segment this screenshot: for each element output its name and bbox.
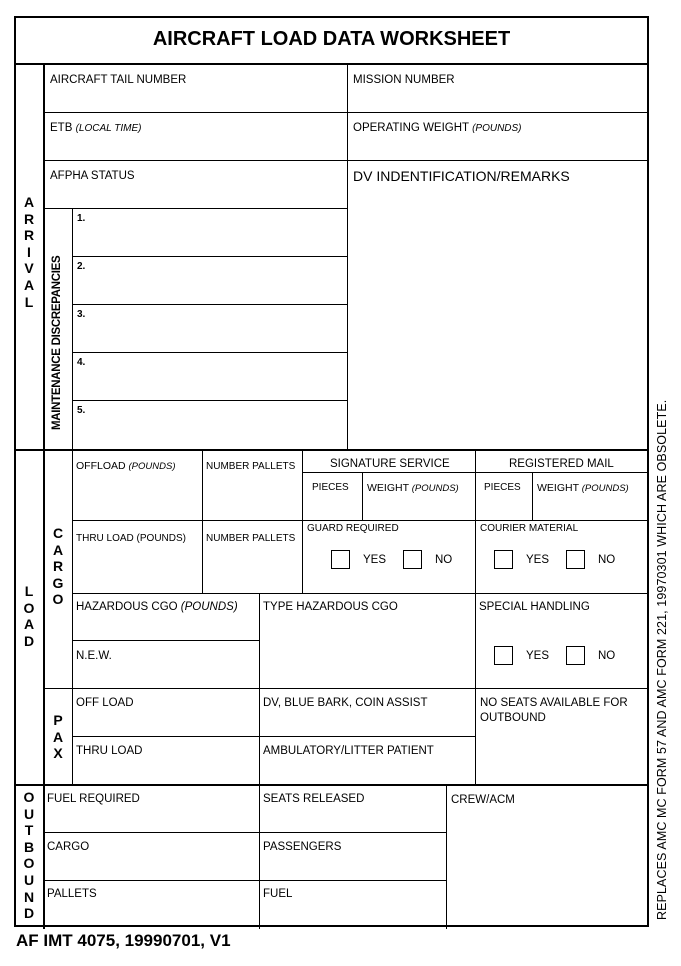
load-data-form [14,16,649,927]
maintenance-discrepancies-label: MAINTENANCE DISCREPANCIES [51,255,63,430]
sig-weight-field[interactable]: WEIGHT (POUNDS) [367,482,459,494]
divider [347,65,348,450]
courier-no-label: NO [598,554,616,566]
outbound-label: O U T B O U N D [23,789,35,922]
special-no-label: NO [598,650,616,662]
reg-pieces-field[interactable]: PIECES [484,482,521,493]
divider [72,400,347,401]
pax-label: P A X [52,712,64,762]
pallets-field[interactable]: PALLETS [47,888,97,900]
form-number: AF IMT 4075, 19990701, V1 [16,931,231,950]
divider [72,640,259,641]
pax-off-load-field[interactable]: OFF LOAD [76,697,134,709]
special-no-checkbox[interactable] [566,646,585,665]
dv-blue-bark-field[interactable]: DV, BLUE BARK, COIN ASSIST [263,697,428,709]
divider [72,520,647,521]
discrepancy-3[interactable]: 3. [77,309,86,320]
mission-number-field[interactable]: MISSION NUMBER [353,74,455,86]
special-handling-label: SPECIAL HANDLING [479,601,590,613]
fuel-field[interactable]: FUEL [263,888,293,900]
divider [44,112,647,113]
guard-no-label: NO [435,554,453,566]
divider [44,880,446,881]
afpha-status-field[interactable]: AFPHA STATUS [50,170,135,182]
passengers-field[interactable]: PASSENGERS [263,841,342,853]
discrepancy-2[interactable]: 2. [77,261,86,272]
courier-no-checkbox[interactable] [566,550,585,569]
sig-pieces-field[interactable]: PIECES [312,482,349,493]
cargo-label: C A R G O [52,525,64,608]
discrepancy-4[interactable]: 4. [77,357,86,368]
divider [72,450,73,785]
crew-acm-field[interactable]: CREW/ACM [451,794,515,806]
divider [72,352,347,353]
offload-field[interactable]: OFFLOAD (POUNDS) [76,460,176,472]
hazardous-cgo-field[interactable]: HAZARDOUS CGO (POUNDS) [76,601,238,613]
discrepancy-5[interactable]: 5. [77,405,86,416]
guard-yes-label: YES [363,554,387,566]
etb-field[interactable]: ETB (LOCAL TIME) [50,122,142,134]
divider [532,472,533,520]
fuel-required-field[interactable]: FUEL REQUIRED [47,793,140,805]
signature-service-header: SIGNATURE SERVICE [330,458,450,470]
divider [302,450,303,593]
divider [16,63,647,65]
outbound-cargo-field[interactable]: CARGO [47,841,90,853]
special-yes-label: YES [526,650,550,662]
number-pallets-thru-field[interactable]: NUMBER PALLETS [206,533,296,544]
load-label: L O A D [23,583,35,649]
thru-load-pounds-field[interactable]: THRU LOAD (POUNDS) [76,533,187,544]
divider [16,449,647,451]
operating-weight-field[interactable]: OPERATING WEIGHT (POUNDS) [353,122,522,134]
divider [446,786,447,929]
divider [44,160,647,161]
guard-yes-checkbox[interactable] [331,550,350,569]
divider [72,593,647,594]
divider [259,593,260,785]
courier-yes-label: YES [526,554,550,566]
seats-released-field[interactable]: SEATS RELEASED [263,793,365,805]
no-seats-field[interactable]: NO SEATS AVAILABLE FOR OUTBOUND [480,697,628,724]
reg-weight-field[interactable]: WEIGHT (POUNDS) [537,482,629,494]
divider [72,304,347,305]
discrepancy-1[interactable]: 1. [77,213,86,224]
divider [44,688,647,689]
aircraft-tail-number-field[interactable]: AIRCRAFT TAIL NUMBER [50,74,187,86]
new-field[interactable]: N.E.W. [76,650,112,662]
pax-thru-load-field[interactable]: THRU LOAD [76,745,143,757]
divider [72,208,73,450]
divider [475,450,476,785]
type-hazardous-cgo-field[interactable]: TYPE HAZARDOUS CGO [263,601,398,613]
courier-yes-checkbox[interactable] [494,550,513,569]
special-yes-checkbox[interactable] [494,646,513,665]
dv-remarks-field[interactable]: DV INDENTIFICATION/REMARKS [353,168,570,184]
form-title: AIRCRAFT LOAD DATA WORKSHEET [152,28,511,50]
registered-mail-header: REGISTERED MAIL [509,458,614,470]
divider [202,450,203,593]
divider [362,472,363,520]
divider [44,832,446,833]
divider [44,208,347,209]
ambulatory-litter-field[interactable]: AMBULATORY/LITTER PATIENT [263,745,434,757]
number-pallets-offload-field[interactable]: NUMBER PALLETS [206,461,296,472]
obsolete-note: REPLACES AMC MC FORM 57 AND AMC FORM 221, 19970301 WHICH ARE OBSOLETE. [655,399,669,920]
divider [259,786,260,929]
arrival-label: A R R I V A L [23,194,35,310]
guard-required-label: GUARD REQUIRED [307,523,399,534]
divider [72,736,475,737]
divider [72,256,347,257]
divider [43,65,45,929]
courier-material-label: COURIER MATERIAL [480,523,579,534]
divider [16,784,647,786]
guard-no-checkbox[interactable] [403,550,422,569]
